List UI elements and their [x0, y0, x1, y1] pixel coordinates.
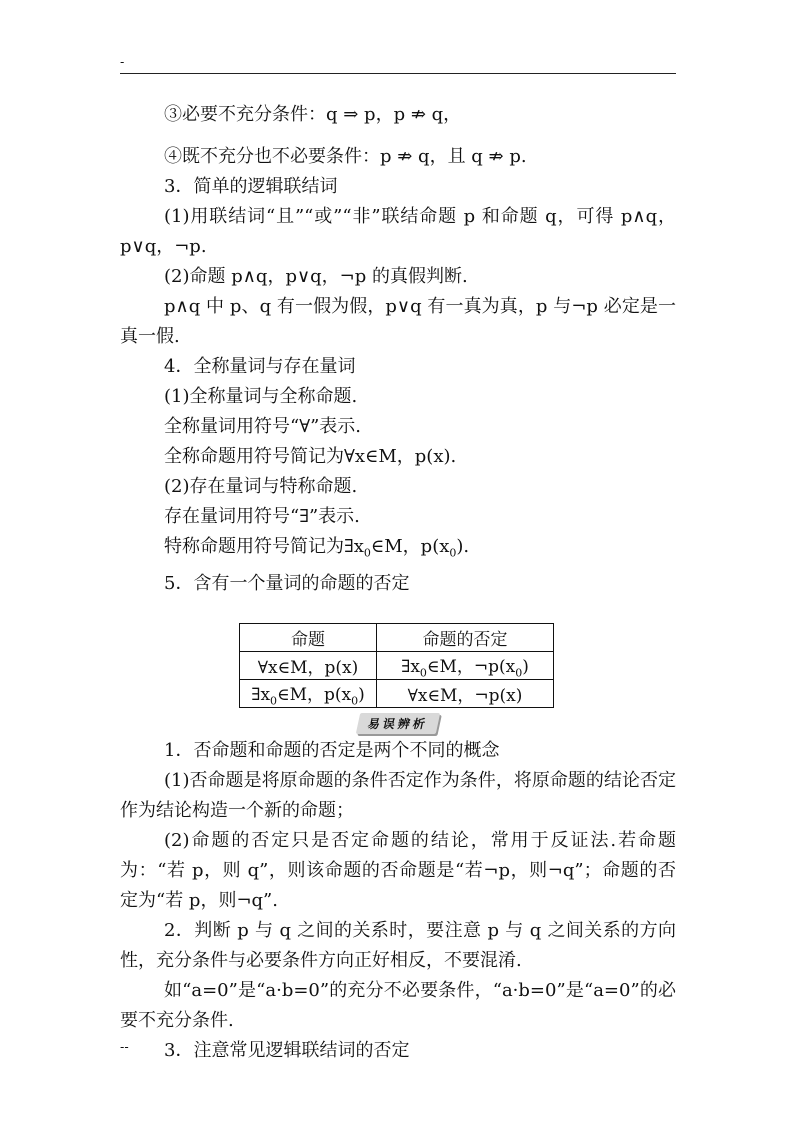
text-part: ) [522, 656, 529, 677]
table-cell: ∀x∈M，¬p(x) [377, 679, 554, 707]
pitfall-1-para-a: (1)否命题是将原命题的条件否定作为条件，将原命题的结论否定作为结论构造一个新的命题； [120, 770, 676, 822]
pitfall-badge-wrap [120, 712, 676, 732]
subscript: 0 [351, 694, 359, 708]
table-row [240, 651, 554, 679]
text-part: ) [358, 684, 365, 705]
table-header-cell: 命题 [240, 623, 377, 651]
section-4-para-6 [120, 532, 676, 569]
table-header-cell: 命题的否定 [377, 623, 554, 651]
text-part: 特称命题用符号简记为∃x [164, 536, 364, 557]
subscript: 0 [449, 546, 457, 560]
section-4-para-3: 全称命题用符号简记为∀x∈M，p(x). [164, 446, 457, 467]
text-part: ∈M，¬p(x [426, 656, 516, 677]
section-3-para-3: p∧q 中 p、q 有一假为假，p∨q 有一真为真，p 与¬p 必定是一真一假. [120, 296, 676, 347]
header-mark: - [120, 55, 125, 69]
text-part: ∃x [251, 684, 271, 705]
footer-mark: -- [120, 1040, 129, 1054]
pitfall-3-title: 3．注意常见逻辑联结词的否定 [164, 1040, 410, 1062]
section-3-para-2: (2)命题 p∧q，p∨q，¬p 的真假判断. [164, 266, 468, 287]
text-part: ). [456, 536, 470, 557]
text-part: ∈M，p(x [277, 684, 352, 705]
negation-table [239, 623, 554, 709]
section-4-para-4: (2)存在量词与特称命题. [164, 476, 358, 497]
table-cell [377, 651, 554, 679]
pitfall-1-para-b: (2)命题的否定只是否定命题的结论，常用于反证法.若命题为：“若 p，则 q”，则该命题的否命题是“若¬p，则¬q”；命题的否定为“若 p，则¬q”. [120, 830, 676, 912]
item-necessary-not-sufficient: ③必要不充分条件：q ⇒ p，p ⇏ q， [164, 104, 462, 125]
pitfall-1-title: 1．否命题和命题的否定是两个不同的概念 [164, 740, 500, 762]
table-cell [240, 679, 377, 707]
table-row [240, 679, 554, 707]
text-part: ∃x [401, 656, 420, 677]
section-4-title: 4．全称量词与存在量词 [164, 356, 356, 377]
pitfall-2-example: 如“a=0”是“a·b=0”的充分不必要条件，“a·b=0”是“a=0”的必要不充分条件. [120, 980, 676, 1032]
section-4-para-5: 存在量词用符号“∃”表示. [164, 506, 360, 527]
item-neither: ④既不充分也不必要条件：p ⇏ q，且 q ⇏ p. [164, 146, 527, 167]
subscript: 0 [515, 665, 523, 679]
subscript: 0 [419, 665, 427, 679]
table-cell: ∀x∈M，p(x) [240, 651, 377, 679]
subscript: 0 [270, 694, 278, 708]
subscript: 0 [363, 546, 371, 560]
header-rule [120, 73, 676, 74]
section-4-para-2: 全称量词用符号“∀”表示. [164, 416, 361, 437]
section-3-para-1: (1)用联结词“且”“或”“非”联结命题 p 和命题 q，可得 p∧q，p∨q，¬p. [120, 206, 676, 257]
content [120, 98, 676, 1066]
table-header-row [240, 623, 554, 651]
text-part: ∈M，p(x [370, 536, 450, 557]
section-3-title: 3．简单的逻辑联结词 [164, 176, 338, 197]
section-4-para-1: (1)全称量词与全称命题. [164, 386, 358, 407]
pitfall-2-para: 2．判断 p 与 q 之间的关系时，要注意 p 与 q 之间关系的方向性，充分条件与必要条件方向正好相反，不要混淆. [120, 920, 676, 972]
pitfall-badge: 易误辨析 [356, 713, 440, 734]
section-5-title: 5．含有一个量词的命题的否定 [164, 572, 410, 594]
